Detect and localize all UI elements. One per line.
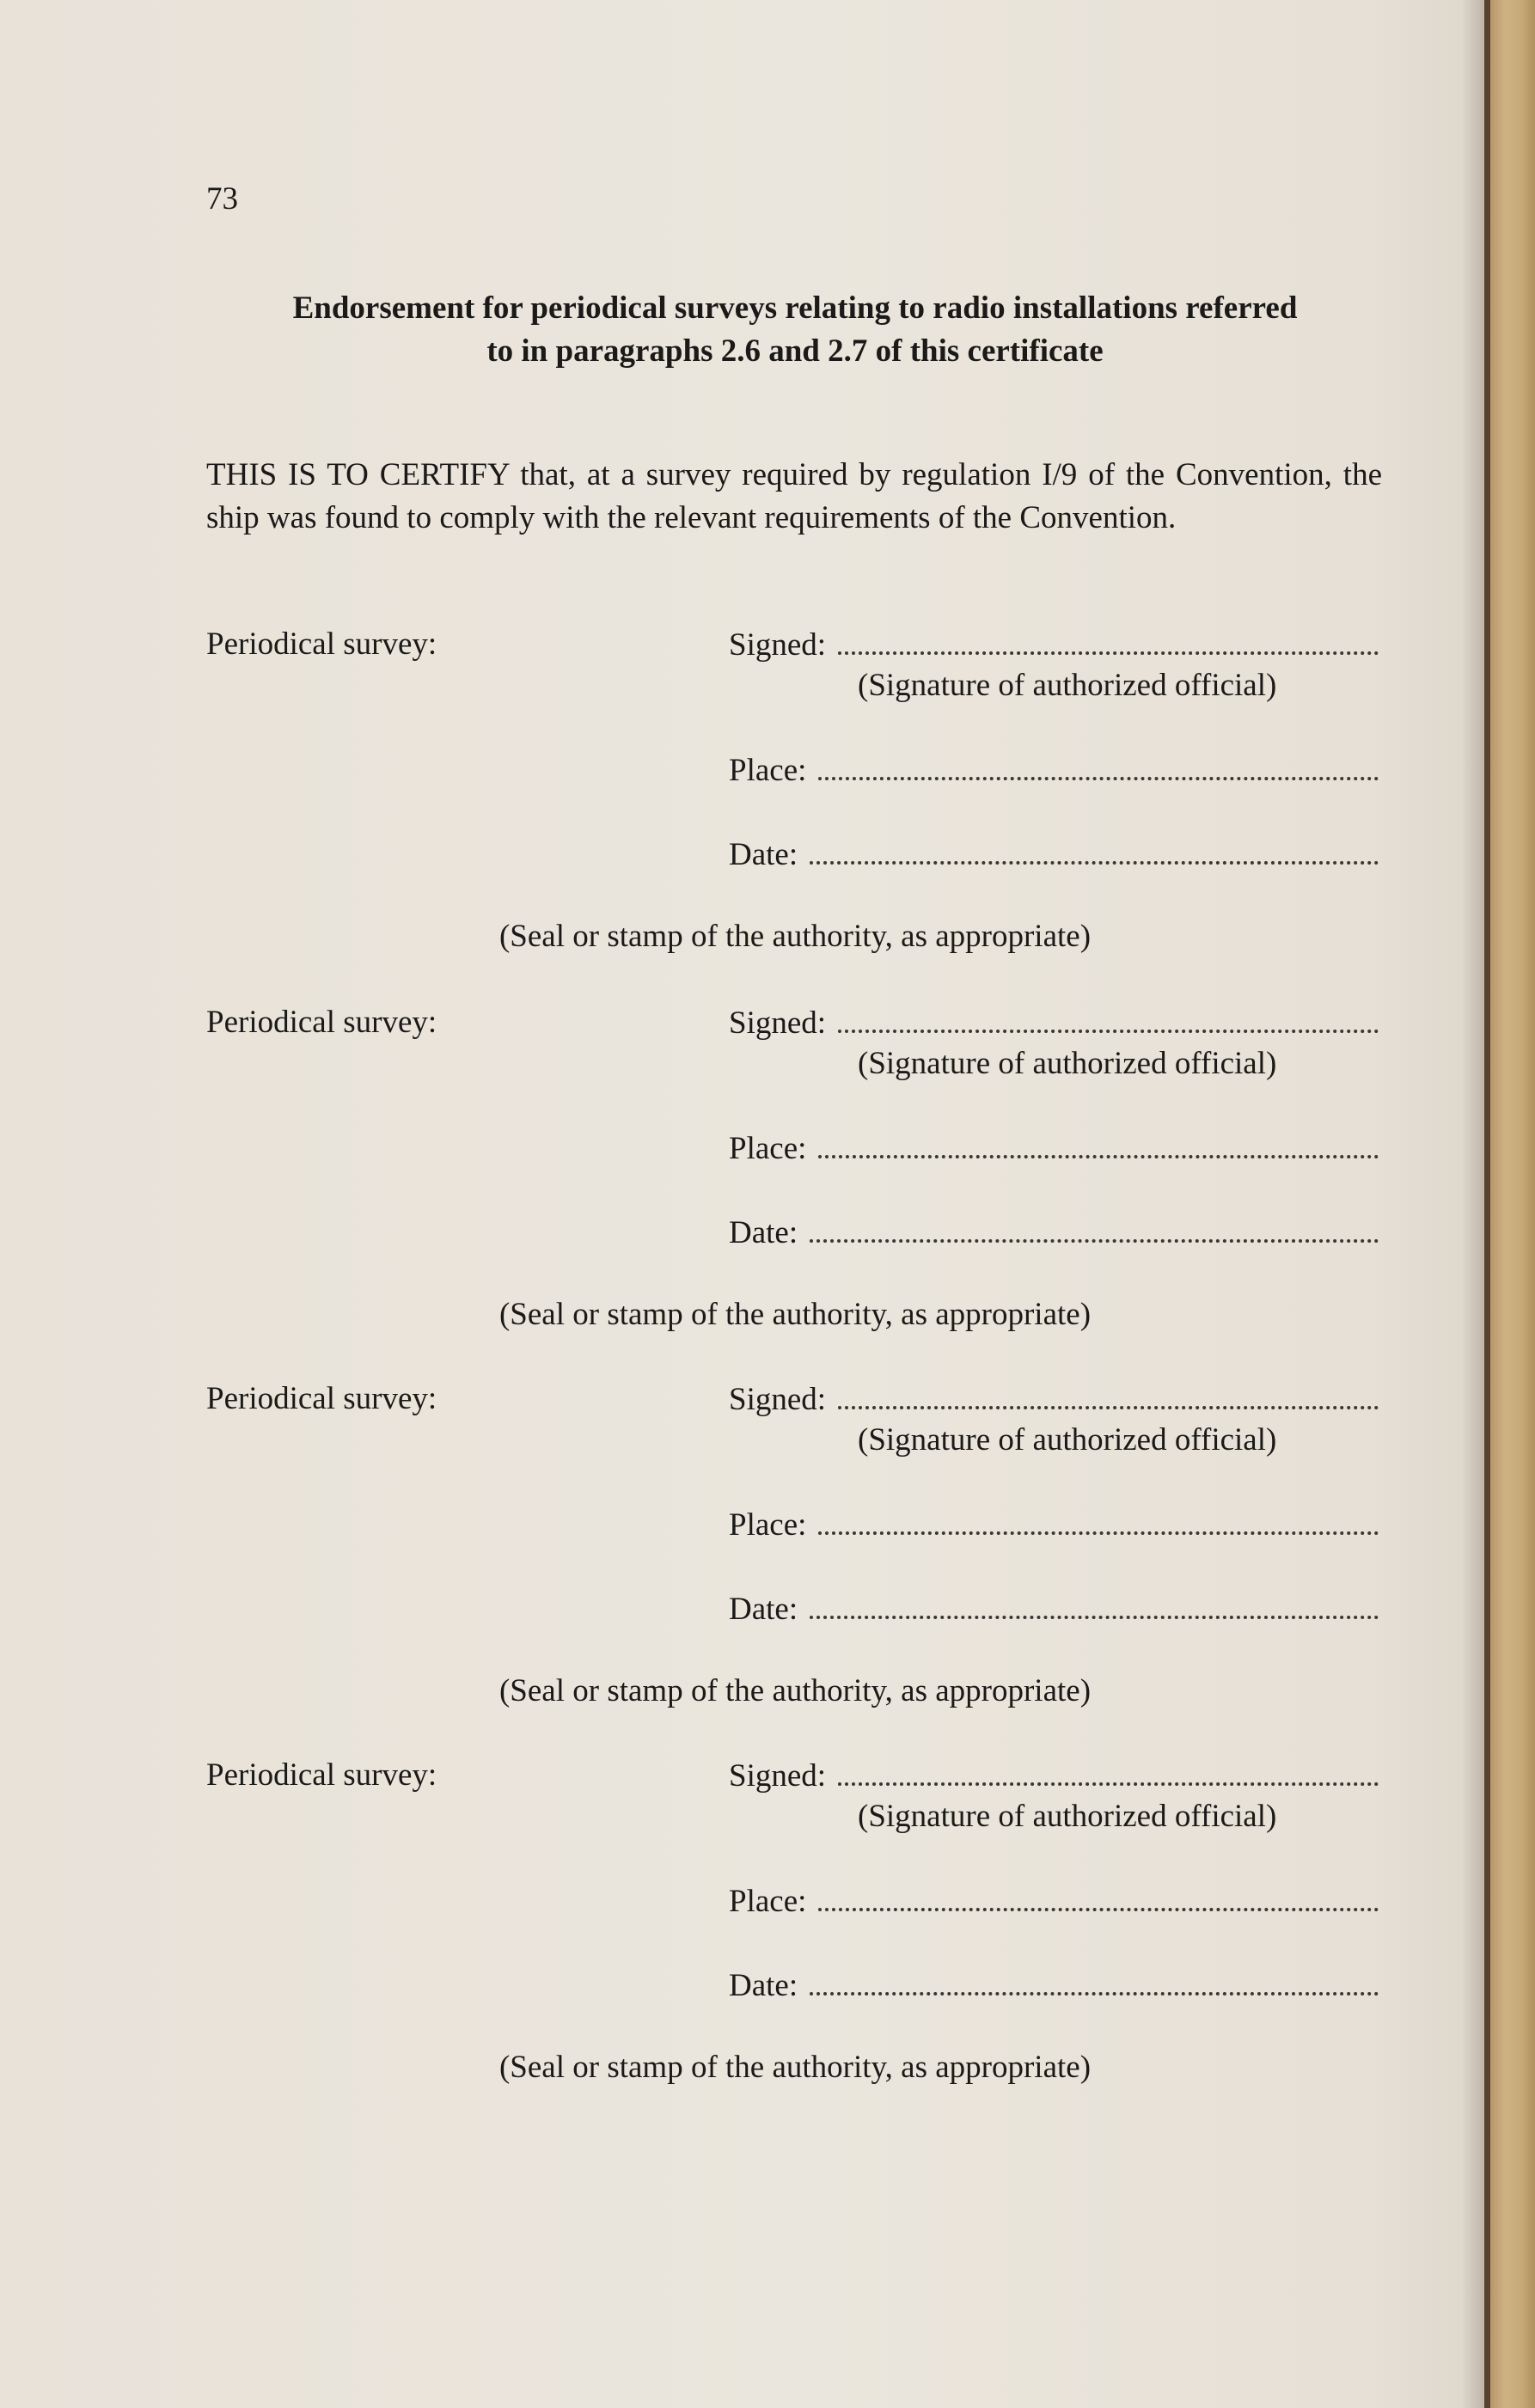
book-spine-edge bbox=[1490, 0, 1535, 2408]
place-dotted-line[interactable] bbox=[818, 751, 1379, 780]
signed-field[interactable] bbox=[729, 626, 1379, 663]
date-label: Date: bbox=[729, 1592, 798, 1627]
signed-label: Signed: bbox=[729, 1005, 827, 1041]
periodical-survey-label: Periodical survey: bbox=[206, 626, 437, 662]
seal-note: (Seal or stamp of the authority, as appropriate) bbox=[498, 1297, 1092, 1332]
date-label: Date: bbox=[729, 1215, 798, 1250]
periodical-survey-block-4 bbox=[0, 1757, 1487, 2135]
signature-caption: (Signature of authorized official) bbox=[858, 668, 1277, 703]
date-field[interactable] bbox=[729, 1590, 1379, 1628]
page-edge-line bbox=[1484, 0, 1490, 2408]
place-dotted-line[interactable] bbox=[818, 1506, 1379, 1535]
signed-dotted-line[interactable] bbox=[838, 1380, 1379, 1409]
place-field[interactable] bbox=[729, 751, 1379, 789]
seal-note: (Seal or stamp of the authority, as appropriate) bbox=[498, 919, 1092, 954]
endorsement-heading bbox=[172, 287, 1418, 373]
place-dotted-line[interactable] bbox=[818, 1882, 1379, 1911]
signature-caption: (Signature of authorized official) bbox=[858, 1046, 1277, 1081]
date-dotted-line[interactable] bbox=[810, 1590, 1379, 1619]
periodical-survey-block-2 bbox=[0, 1004, 1487, 1382]
periodical-survey-label: Periodical survey: bbox=[206, 1005, 437, 1040]
place-label: Place: bbox=[729, 1884, 807, 1919]
heading-line-2: to in paragraphs 2.6 and 2.7 of this certificate bbox=[486, 333, 1104, 369]
signed-dotted-line[interactable] bbox=[838, 1757, 1379, 1786]
date-field[interactable] bbox=[729, 835, 1379, 873]
periodical-survey-label: Periodical survey: bbox=[206, 1381, 437, 1416]
place-field[interactable] bbox=[729, 1882, 1379, 1920]
date-label: Date: bbox=[729, 837, 798, 872]
seal-note: (Seal or stamp of the authority, as appropriate) bbox=[498, 2050, 1092, 2085]
place-dotted-line[interactable] bbox=[818, 1129, 1379, 1158]
signature-caption: (Signature of authorized official) bbox=[858, 1799, 1277, 1834]
date-dotted-line[interactable] bbox=[810, 1213, 1379, 1243]
place-label: Place: bbox=[729, 753, 807, 788]
place-label: Place: bbox=[729, 1507, 807, 1543]
heading-line-1: Endorsement for periodical surveys relating to radio installations referred bbox=[292, 290, 1298, 326]
date-field[interactable] bbox=[729, 1213, 1379, 1251]
place-label: Place: bbox=[729, 1131, 807, 1166]
periodical-survey-block-3 bbox=[0, 1380, 1487, 1758]
date-dotted-line[interactable] bbox=[810, 1966, 1379, 1995]
signed-dotted-line[interactable] bbox=[838, 626, 1379, 655]
periodical-survey-label: Periodical survey: bbox=[206, 1757, 437, 1793]
signature-caption: (Signature of authorized official) bbox=[858, 1422, 1277, 1458]
date-field[interactable] bbox=[729, 1966, 1379, 2004]
signed-field[interactable] bbox=[729, 1757, 1379, 1794]
signed-dotted-line[interactable] bbox=[838, 1004, 1379, 1033]
signed-field[interactable] bbox=[729, 1380, 1379, 1418]
date-label: Date: bbox=[729, 1968, 798, 2003]
certification-statement: THIS IS TO CERTIFY that, at a survey required by regulation I/9 of the Convention, the ship was found to comply with the relevant requirements of the Convention. bbox=[206, 457, 1382, 535]
signed-label: Signed: bbox=[729, 1758, 827, 1794]
seal-note: (Seal or stamp of the authority, as appropriate) bbox=[498, 1673, 1092, 1708]
place-field[interactable] bbox=[729, 1506, 1379, 1543]
periodical-survey-block-1 bbox=[0, 626, 1487, 1004]
place-field[interactable] bbox=[729, 1129, 1379, 1167]
page-number: 73 bbox=[206, 181, 238, 217]
page-edge-shadow bbox=[1461, 0, 1487, 2408]
signed-field[interactable] bbox=[729, 1004, 1379, 1042]
signed-label: Signed: bbox=[729, 1382, 827, 1417]
signed-label: Signed: bbox=[729, 627, 827, 663]
date-dotted-line[interactable] bbox=[810, 835, 1379, 865]
